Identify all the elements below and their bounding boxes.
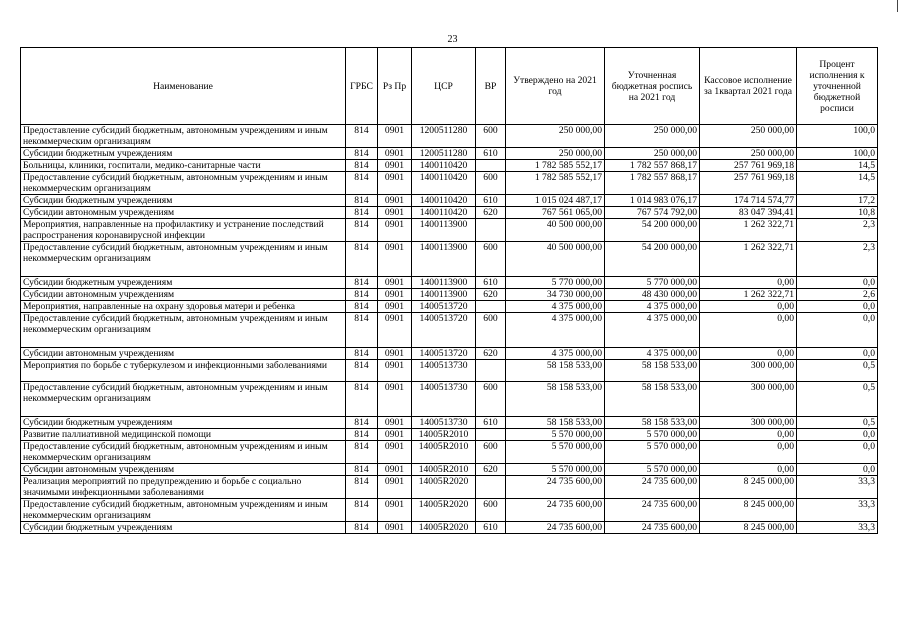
- row-csr-cell: 1400110420: [412, 195, 476, 207]
- row-csr-cell: 14005R2010: [412, 464, 476, 476]
- table-header: [21, 48, 878, 125]
- row-csr-cell: 1400113900: [412, 289, 476, 301]
- table-row: [21, 148, 878, 160]
- row-refined-cell: 4 375 000,00: [605, 301, 700, 313]
- row-approved-cell: 5 570 000,00: [506, 441, 605, 464]
- row-name-cell: Предоставление субсидий бюджетным, автономным учреждениям и иным некоммерческим организациям: [21, 441, 346, 464]
- row-grbs-cell: 814: [346, 382, 378, 417]
- row-approved-cell: 5 570 000,00: [506, 429, 605, 441]
- row-percent-cell: 2,3: [797, 219, 878, 242]
- row-grbs-cell: 814: [346, 499, 378, 522]
- row-approved-cell: 4 375 000,00: [506, 348, 605, 360]
- header-rz-pr: Рз Пр: [378, 48, 412, 125]
- row-grbs-cell: 814: [346, 148, 378, 160]
- row-rz-pr-cell: 0901: [378, 195, 412, 207]
- row-approved-cell: 24 735 600,00: [506, 476, 605, 499]
- row-name-cell: Субсидии бюджетным учреждениям: [21, 417, 346, 429]
- row-csr-cell: 1400513720: [412, 348, 476, 360]
- row-csr-cell: 14005R2010: [412, 441, 476, 464]
- row-name-cell: Субсидии автономным учреждениям: [21, 289, 346, 301]
- row-csr-cell: 1400513730: [412, 360, 476, 382]
- row-vr-cell: 600: [476, 313, 506, 348]
- table-row: [21, 476, 878, 499]
- row-refined-cell: 250 000,00: [605, 125, 700, 148]
- table-row: [21, 160, 878, 172]
- row-rz-pr-cell: 0901: [378, 348, 412, 360]
- row-rz-pr-cell: 0901: [378, 360, 412, 382]
- row-name-cell: Предоставление субсидий бюджетным, автономным учреждениям и иным некоммерческим организациям: [21, 313, 346, 348]
- row-csr-cell: 1400513730: [412, 382, 476, 417]
- row-approved-cell: 40 500 000,00: [506, 219, 605, 242]
- row-vr-cell: 600: [476, 382, 506, 417]
- row-csr-cell: 14005R2020: [412, 476, 476, 499]
- row-approved-cell: 250 000,00: [506, 148, 605, 160]
- row-vr-cell: [476, 476, 506, 499]
- row-cash-cell: 1 262 322,71: [700, 289, 797, 301]
- row-cash-cell: 257 761 969,18: [700, 172, 797, 195]
- row-rz-pr-cell: 0901: [378, 464, 412, 476]
- row-rz-pr-cell: 0901: [378, 242, 412, 277]
- row-vr-cell: 600: [476, 242, 506, 277]
- row-name-cell: Мероприятия, направленные на охрану здоровья матери и ребенка: [21, 301, 346, 313]
- row-percent-cell: 100,0: [797, 148, 878, 160]
- row-cash-cell: 0,00: [700, 441, 797, 464]
- row-cash-cell: 8 245 000,00: [700, 476, 797, 499]
- row-vr-cell: 620: [476, 289, 506, 301]
- row-percent-cell: 0,5: [797, 382, 878, 417]
- table-row: [21, 195, 878, 207]
- row-grbs-cell: 814: [346, 219, 378, 242]
- row-percent-cell: 0,5: [797, 417, 878, 429]
- row-grbs-cell: 814: [346, 160, 378, 172]
- row-approved-cell: 250 000,00: [506, 125, 605, 148]
- row-vr-cell: [476, 219, 506, 242]
- header-percent: Процент исполнения к уточненной бюджетной росписи: [797, 48, 878, 125]
- header-approved: Утверждено на 2021 год: [506, 48, 605, 125]
- row-approved-cell: 40 500 000,00: [506, 242, 605, 277]
- row-approved-cell: 1 015 024 487,17: [506, 195, 605, 207]
- row-grbs-cell: 814: [346, 429, 378, 441]
- row-percent-cell: 0,0: [797, 348, 878, 360]
- row-csr-cell: 1400513730: [412, 417, 476, 429]
- table-row: [21, 125, 878, 148]
- row-cash-cell: 8 245 000,00: [700, 522, 797, 534]
- header-refined: Уточненная бюджетная роспись на 2021 год: [605, 48, 700, 125]
- row-csr-cell: 14005R2010: [412, 429, 476, 441]
- row-rz-pr-cell: 0901: [378, 417, 412, 429]
- header-cash: Кассовое исполнение за 1квартал 2021 года: [700, 48, 797, 125]
- row-refined-cell: 1 782 557 868,17: [605, 160, 700, 172]
- row-cash-cell: 0,00: [700, 348, 797, 360]
- row-approved-cell: 24 735 600,00: [506, 499, 605, 522]
- row-name-cell: Субсидии бюджетным учреждениям: [21, 148, 346, 160]
- row-rz-pr-cell: 0901: [378, 207, 412, 219]
- header-vr: ВР: [476, 48, 506, 125]
- row-grbs-cell: 814: [346, 289, 378, 301]
- row-rz-pr-cell: 0901: [378, 160, 412, 172]
- row-refined-cell: 4 375 000,00: [605, 313, 700, 348]
- row-vr-cell: 600: [476, 172, 506, 195]
- table-row: [21, 242, 878, 277]
- row-percent-cell: 0,0: [797, 313, 878, 348]
- table-row: [21, 464, 878, 476]
- row-cash-cell: 300 000,00: [700, 382, 797, 417]
- row-name-cell: Предоставление субсидий бюджетным, автономным учреждениям и иным некоммерческим организациям: [21, 172, 346, 195]
- row-rz-pr-cell: 0901: [378, 429, 412, 441]
- row-grbs-cell: 814: [346, 125, 378, 148]
- row-cash-cell: 1 262 322,71: [700, 219, 797, 242]
- table-row: [21, 219, 878, 242]
- row-refined-cell: 24 735 600,00: [605, 476, 700, 499]
- row-cash-cell: 0,00: [700, 429, 797, 441]
- row-refined-cell: 48 430 000,00: [605, 289, 700, 301]
- row-refined-cell: 24 735 600,00: [605, 522, 700, 534]
- row-refined-cell: 250 000,00: [605, 148, 700, 160]
- row-percent-cell: 0,0: [797, 441, 878, 464]
- row-approved-cell: 58 158 533,00: [506, 417, 605, 429]
- row-vr-cell: 600: [476, 499, 506, 522]
- row-name-cell: Субсидии бюджетным учреждениям: [21, 195, 346, 207]
- row-grbs-cell: 814: [346, 476, 378, 499]
- table-row: [21, 499, 878, 522]
- row-percent-cell: 10,8: [797, 207, 878, 219]
- budget-execution-table: [20, 47, 878, 534]
- header-grbs: ГРБС: [346, 48, 378, 125]
- row-cash-cell: 250 000,00: [700, 148, 797, 160]
- table-row: [21, 207, 878, 219]
- row-cash-cell: 300 000,00: [700, 360, 797, 382]
- row-csr-cell: 1400113900: [412, 242, 476, 277]
- row-rz-pr-cell: 0901: [378, 476, 412, 499]
- row-approved-cell: 1 782 585 552,17: [506, 160, 605, 172]
- row-percent-cell: 0,0: [797, 301, 878, 313]
- row-percent-cell: 0,0: [797, 429, 878, 441]
- table-row: [21, 348, 878, 360]
- row-vr-cell: 610: [476, 148, 506, 160]
- row-name-cell: Больницы, клиники, госпитали, медико-санитарные части: [21, 160, 346, 172]
- table-row: [21, 172, 878, 195]
- row-cash-cell: 250 000,00: [700, 125, 797, 148]
- row-name-cell: Субсидии бюджетным учреждениям: [21, 277, 346, 289]
- row-percent-cell: 0,5: [797, 360, 878, 382]
- row-name-cell: Субсидии автономным учреждениям: [21, 348, 346, 360]
- row-name-cell: Субсидии бюджетным учреждениям: [21, 522, 346, 534]
- row-name-cell: Субсидии автономным учреждениям: [21, 464, 346, 476]
- row-percent-cell: 100,0: [797, 125, 878, 148]
- row-cash-cell: 257 761 969,18: [700, 160, 797, 172]
- row-refined-cell: 58 158 533,00: [605, 360, 700, 382]
- row-refined-cell: 54 200 000,00: [605, 219, 700, 242]
- row-percent-cell: 14,5: [797, 160, 878, 172]
- row-percent-cell: 0,0: [797, 464, 878, 476]
- row-approved-cell: 34 730 000,00: [506, 289, 605, 301]
- row-grbs-cell: 814: [346, 417, 378, 429]
- row-name-cell: Мероприятия по борьбе с туберкулезом и инфекционными заболеваниями: [21, 360, 346, 382]
- row-vr-cell: 610: [476, 417, 506, 429]
- row-cash-cell: 174 714 574,77: [700, 195, 797, 207]
- row-vr-cell: 620: [476, 348, 506, 360]
- row-name-cell: Развитие паллиативной медицинской помощи: [21, 429, 346, 441]
- row-refined-cell: 1 014 983 076,17: [605, 195, 700, 207]
- table-row: [21, 522, 878, 534]
- row-grbs-cell: 814: [346, 172, 378, 195]
- row-refined-cell: 5 570 000,00: [605, 429, 700, 441]
- row-refined-cell: 58 158 533,00: [605, 382, 700, 417]
- row-percent-cell: 2,6: [797, 289, 878, 301]
- row-percent-cell: 33,3: [797, 522, 878, 534]
- row-rz-pr-cell: 0901: [378, 499, 412, 522]
- page-edge-mark: [897, 0, 898, 12]
- row-percent-cell: 33,3: [797, 476, 878, 499]
- row-grbs-cell: 814: [346, 313, 378, 348]
- row-refined-cell: 54 200 000,00: [605, 242, 700, 277]
- row-rz-pr-cell: 0901: [378, 522, 412, 534]
- row-rz-pr-cell: 0901: [378, 277, 412, 289]
- row-approved-cell: 1 782 585 552,17: [506, 172, 605, 195]
- row-percent-cell: 17,2: [797, 195, 878, 207]
- row-rz-pr-cell: 0901: [378, 301, 412, 313]
- row-csr-cell: 1200511280: [412, 148, 476, 160]
- table-row: [21, 277, 878, 289]
- row-grbs-cell: 814: [346, 207, 378, 219]
- row-csr-cell: 1400113900: [412, 219, 476, 242]
- row-cash-cell: 83 047 394,41: [700, 207, 797, 219]
- row-approved-cell: 4 375 000,00: [506, 313, 605, 348]
- row-grbs-cell: 814: [346, 441, 378, 464]
- row-vr-cell: 610: [476, 522, 506, 534]
- row-grbs-cell: 814: [346, 242, 378, 277]
- row-csr-cell: 1400110420: [412, 172, 476, 195]
- row-percent-cell: 2,3: [797, 242, 878, 277]
- table-row: [21, 382, 878, 417]
- row-name-cell: Предоставление субсидий бюджетным, автономным учреждениям и иным некоммерческим организациям: [21, 125, 346, 148]
- row-approved-cell: 58 158 533,00: [506, 382, 605, 417]
- row-cash-cell: 300 000,00: [700, 417, 797, 429]
- row-csr-cell: 14005R2020: [412, 522, 476, 534]
- row-name-cell: Субсидии автономным учреждениям: [21, 207, 346, 219]
- row-csr-cell: 1400513720: [412, 313, 476, 348]
- row-percent-cell: 0,0: [797, 277, 878, 289]
- row-grbs-cell: 814: [346, 360, 378, 382]
- row-approved-cell: 767 561 065,00: [506, 207, 605, 219]
- row-vr-cell: [476, 160, 506, 172]
- header-name: Наименование: [21, 48, 346, 125]
- row-csr-cell: 1400113900: [412, 277, 476, 289]
- table-row: [21, 313, 878, 348]
- row-rz-pr-cell: 0901: [378, 148, 412, 160]
- row-refined-cell: 5 770 000,00: [605, 277, 700, 289]
- row-name-cell: Предоставление субсидий бюджетным, автономным учреждениям и иным некоммерческим организациям: [21, 382, 346, 417]
- row-rz-pr-cell: 0901: [378, 172, 412, 195]
- row-rz-pr-cell: 0901: [378, 382, 412, 417]
- row-vr-cell: 620: [476, 207, 506, 219]
- row-cash-cell: 8 245 000,00: [700, 499, 797, 522]
- row-csr-cell: 1400110420: [412, 207, 476, 219]
- row-refined-cell: 1 782 557 868,17: [605, 172, 700, 195]
- row-refined-cell: 5 570 000,00: [605, 441, 700, 464]
- row-vr-cell: 620: [476, 464, 506, 476]
- row-vr-cell: 600: [476, 441, 506, 464]
- row-vr-cell: 610: [476, 195, 506, 207]
- row-grbs-cell: 814: [346, 522, 378, 534]
- row-refined-cell: 58 158 533,00: [605, 417, 700, 429]
- row-cash-cell: 0,00: [700, 277, 797, 289]
- row-csr-cell: 1400513720: [412, 301, 476, 313]
- row-vr-cell: 610: [476, 277, 506, 289]
- row-grbs-cell: 814: [346, 348, 378, 360]
- row-approved-cell: 24 735 600,00: [506, 522, 605, 534]
- page-number: 23: [447, 34, 458, 45]
- table-row: [21, 289, 878, 301]
- row-rz-pr-cell: 0901: [378, 313, 412, 348]
- row-name-cell: Реализация мероприятий по предупреждению и борьбе с социально значимыми инфекционными заболеваниями: [21, 476, 346, 499]
- row-grbs-cell: 814: [346, 195, 378, 207]
- row-name-cell: Предоставление субсидий бюджетным, автономным учреждениям и иным некоммерческим организациям: [21, 242, 346, 277]
- row-csr-cell: 14005R2020: [412, 499, 476, 522]
- table-row: [21, 417, 878, 429]
- row-approved-cell: 5 570 000,00: [506, 464, 605, 476]
- row-csr-cell: 1400110420: [412, 160, 476, 172]
- row-percent-cell: 14,5: [797, 172, 878, 195]
- row-rz-pr-cell: 0901: [378, 219, 412, 242]
- row-cash-cell: 0,00: [700, 464, 797, 476]
- table-row: [21, 429, 878, 441]
- row-vr-cell: [476, 301, 506, 313]
- row-name-cell: Мероприятия, направленные на профилактику и устранение последствий распространения коронавирусной инфекции: [21, 219, 346, 242]
- table-row: [21, 360, 878, 382]
- row-grbs-cell: 814: [346, 464, 378, 476]
- row-rz-pr-cell: 0901: [378, 289, 412, 301]
- row-vr-cell: [476, 360, 506, 382]
- row-vr-cell: [476, 429, 506, 441]
- row-cash-cell: 0,00: [700, 313, 797, 348]
- row-name-cell: Предоставление субсидий бюджетным, автономным учреждениям и иным некоммерческим организациям: [21, 499, 346, 522]
- row-approved-cell: 4 375 000,00: [506, 301, 605, 313]
- row-refined-cell: 4 375 000,00: [605, 348, 700, 360]
- header-csr: ЦСР: [412, 48, 476, 125]
- row-refined-cell: 767 574 792,00: [605, 207, 700, 219]
- row-rz-pr-cell: 0901: [378, 441, 412, 464]
- row-refined-cell: 5 570 000,00: [605, 464, 700, 476]
- row-grbs-cell: 814: [346, 301, 378, 313]
- row-rz-pr-cell: 0901: [378, 125, 412, 148]
- row-approved-cell: 58 158 533,00: [506, 360, 605, 382]
- row-grbs-cell: 814: [346, 277, 378, 289]
- row-percent-cell: 33,3: [797, 499, 878, 522]
- row-vr-cell: 600: [476, 125, 506, 148]
- table-body: [21, 125, 878, 534]
- row-approved-cell: 5 770 000,00: [506, 277, 605, 289]
- table-row: [21, 441, 878, 464]
- row-cash-cell: 1 262 322,71: [700, 242, 797, 277]
- table-row: [21, 301, 878, 313]
- header-row: [21, 48, 878, 125]
- row-refined-cell: 24 735 600,00: [605, 499, 700, 522]
- row-cash-cell: 0,00: [700, 301, 797, 313]
- row-csr-cell: 1200511280: [412, 125, 476, 148]
